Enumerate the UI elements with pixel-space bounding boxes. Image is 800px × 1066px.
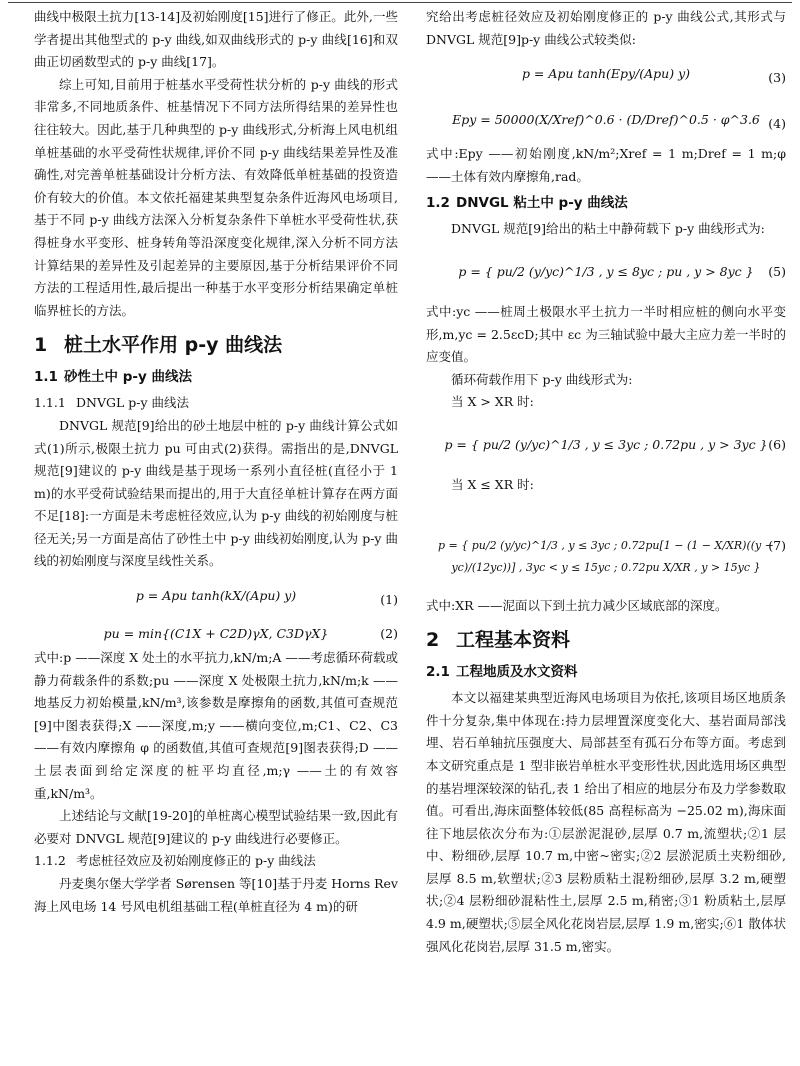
section-heading: 2 工程基本资料	[426, 629, 571, 652]
equation-7: p = { pu/2 (y/yc)^1/3 , y ≤ 3yc ; 0.72pu[1 − (1 − X/XR)((y − yc)/(12yc))] , 3yc < y ≤ 15yc ; 0.72pu X/XR , y > 15yc } (7)	[438, 537, 786, 575]
paragraph: 曲线中极限土抗力[13-14]及初始刚度[15]进行了修正。此外,一些学者提出其他型式的 p-y 曲线,如双曲线形式的 p-y 曲线[16]和双曲正切函数型式的 p-y 曲线[17]。	[34, 9, 398, 70]
paragraph: 式中:p ——深度 X 处土的水平抗力,kN/m;A ——考虑循环荷载或静力荷载条件的系数;pu ——深度 X 处极限土抗力,kN/m;k ——地基反力初始模量,kN/m³,该参数是摩擦角的函数,其值可查规范[9]中图表获得;X ——深度,m;y ——横向变位,m;C1、C2、C3 ——有效内摩擦角 φ 的函数值,其值可查规范[9]图表获得;D ——土层表面到给定深度的桩平均直径,m;γ ——土的有效容重,kN/m³。	[34, 650, 398, 801]
equation-1: p = Apu tanh(kX/(Apu) y) (1)	[135, 588, 398, 608]
paragraph: 综上可知,目前用于桩基水平受荷性状分析的 p-y 曲线的形式非常多,不同地质条件、桩基情况下不同方法所得结果的差异性也往往较大。因此,基于几种典型的 p-y 曲线形式,分析海上风电机组单桩基础的水平受荷性状规律,评价不同 p-y 曲线结果差异性及准确性,对完善单桩基础设计分析方法、有效降低单桩基础的投资造价有较大的价值。本文依托福建某典型复杂条件近海风电场项目,基于不同 p-y 曲线方法深入分析复杂条件下单桩水平受荷性状,获得桩身水平变形、桩身转角等沿深度变化规律,深入分析不同方法计算结果的差异性及引起差异的主要原因,基于分析结果评价不同方法的工程适用性,最后提出一种基于水平变形分析结果确定单桩临界桩长的方法。	[34, 76, 398, 318]
section-heading: 1 桩土水平作用 p-y 曲线法	[34, 334, 283, 357]
paragraph: 式中:Epy ——初始刚度,kN/m²;Xref = 1 m;Dref = 1 m;φ ——土体有效内摩擦角,rad。	[426, 146, 786, 184]
equation-2: pu = min{(C1X + C2D)γX, C3DγX} (2)	[103, 626, 398, 642]
paragraph: 当 X ≤ XR 时:	[451, 476, 534, 492]
subsection-heading: 1.2 DNVGL 粘土中 p-y 曲线法	[426, 195, 628, 212]
paragraph: 式中:yc ——桩周土极限水平土抗力一半时相应桩的侧向水平变形,m,yc = 2.5εcD;其中 εc 为三轴试验中最大主应力差一半时的应变值。	[426, 303, 786, 365]
subsection-heading: 1.1 砂性土中 p-y 曲线法	[34, 369, 192, 386]
paragraph: 究给出考虑桩径效应及初始刚度修正的 p-y 曲线公式,其形式与 DNVGL 规范[9]p-y 曲线公式较类似:	[426, 9, 786, 47]
subsection-heading: 2.1 工程地质及水文资料	[426, 664, 578, 681]
subsubsection-heading: 1.1.2 考虑桩径效应及初始刚度修正的 p-y 曲线法	[34, 853, 316, 869]
paragraph: 上述结论与文献[19-20]的单桩离心模型试验结果一致,因此有必要对 DNVGL 规范[9]建议的 p-y 曲线进行必要修正。	[34, 808, 398, 846]
right-column	[426, 6, 786, 958]
subsubsection-heading: 1.1.1 DNVGL p-y 曲线法	[34, 395, 190, 411]
equation-5: p = { pu/2 (y/yc)^1/3 , y ≤ 8yc ; pu , y > 8yc } (5)	[458, 263, 786, 279]
equation-6: p = { pu/2 (y/yc)^1/3 , y ≤ 3yc ; 0.72pu , y > 3yc } (6)	[444, 436, 786, 452]
paragraph: 当 X > XR 时:	[451, 394, 534, 410]
left-column	[34, 6, 398, 918]
paragraph: DNVGL 规范[9]给出的粘土中静荷载下 p-y 曲线形式为:	[451, 221, 765, 237]
equation-3: p = Apu tanh(Epy/(Apu) y) (3)	[521, 66, 786, 86]
header-rule	[8, 2, 792, 3]
paragraph: 循环荷载作用下 p-y 曲线形式为:	[451, 371, 633, 387]
paragraph: DNVGL 规范[9]给出的砂土地层中桩的 p-y 曲线计算公式如式(1)所示,极限土抗力 pu 可由式(2)获得。需指出的是,DNVGL 规范[9]建议的 p-y 曲线是基于现场一系列小直径桩(直径小于 1 m)的水平受荷试验结果而提出的,用于大直径单桩计算存在两方面不足[18]:一方面是未考虑桩径效应,认为 p-y 曲线的初始刚度与桩径无关;另一方面是高估了砂性土中 p-y 曲线初始刚度,认为 p-y 曲线的初始刚度与深度呈线性关系。	[34, 417, 398, 569]
paragraph: 本文以福建某典型近海风电场项目为依托,该项目场区地质条件十分复杂,集中体现在:持力层埋置深度变化大、基岩面局部浅埋、岩石单轴抗压强度大、局部甚至有孤石分布等方面。考虑到本文研究重点是 1 型非嵌岩单桩水平变形性状,因此选用场区典型的基岩埋深较深的钻孔,表 1 给出了相应的地层分布及力学参数取值。可看出,海床面整体较低(85 高程标高为 −25.02 m),海床面往下地层依次分布为:①层淤泥混砂,层厚 0.7 m,流塑状;②1 层中、粉细砂,层厚 10.7 m,中密~密实;②2 层淤泥质土夹粉细砂,层厚 8.5 m,软塑状;②3 层粉质粘土混粉细砂,层厚 3.2 m,硬塑状;②4 层粉细砂混粘性土,层厚 2.5 m,稍密;③1 粉质粘土,层厚 4.9 m,硬塑状;⑤层全风化花岗岩层,层厚 1.9 m,密实;⑥1 散体状强风化花岗岩,层厚 31.5 m,密实。	[426, 690, 786, 954]
equation-4: Epy = 50000(X/Xref)^0.6 · (D/Dref)^0.5 · φ^3.6 (4)	[452, 112, 786, 132]
paragraph: 式中:XR ——泥面以下到土抗力减少区域底部的深度。	[426, 597, 728, 613]
paragraph: 丹麦奥尔堡大学学者 Sørensen 等[10]基于丹麦 Horns Rev 海上风电场 14 号风电机组基础工程(单桩直径为 4 m)的研	[34, 876, 398, 914]
